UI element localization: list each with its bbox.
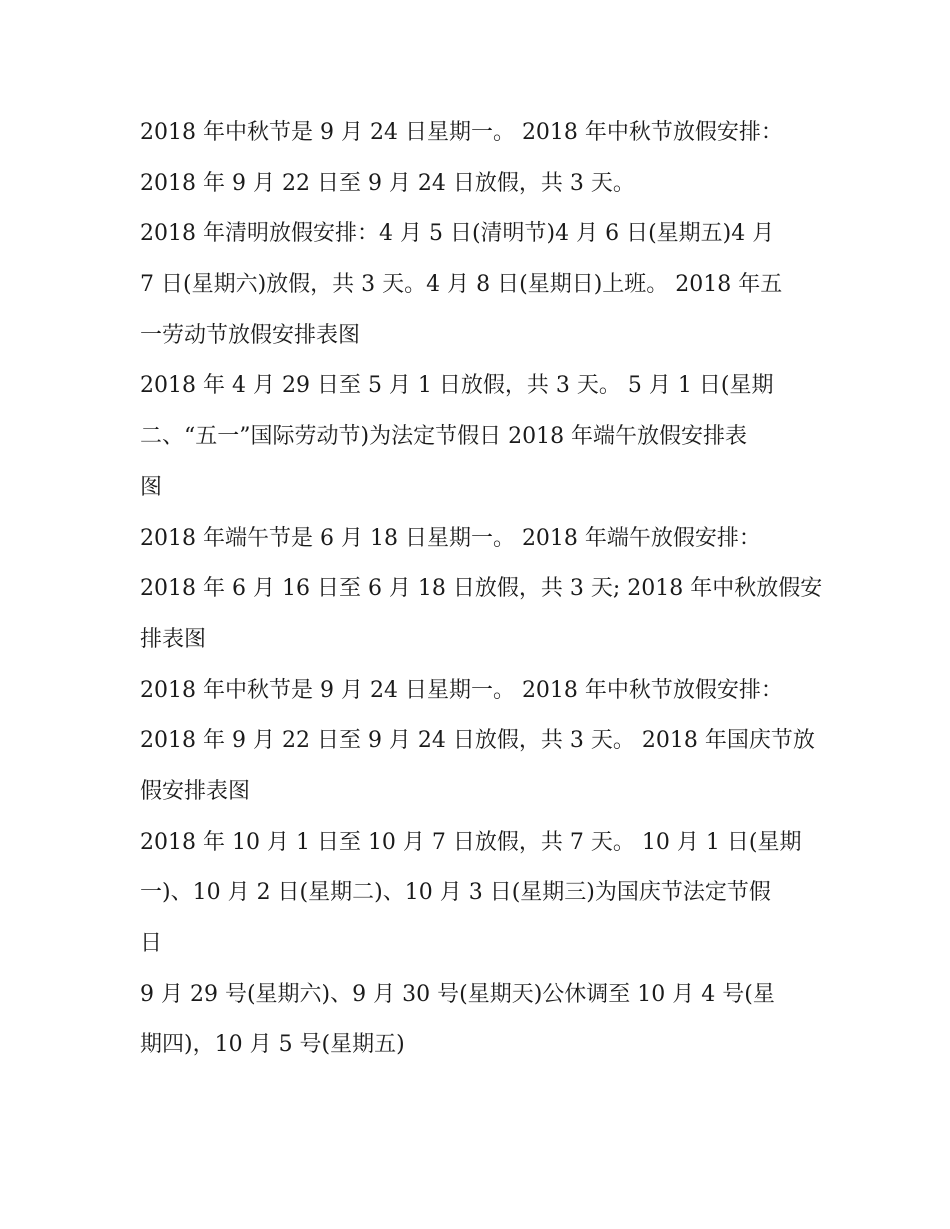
text-line: 2018 年中秋节是 9 月 24 日星期一。 2018 年中秋节放假安排： [140,120,783,145]
text-line: 期四)，10 月 5 号(星期五) [140,1032,405,1058]
text-line: 2018 年 9 月 22 日至 9 月 24 日放假，共 3 天。 [140,170,635,196]
text-line: 2018 年清明放假安排：4 月 5 日(清明节)4 月 6 日(星期五)4 月 [140,221,775,247]
text-line: 排表图 [140,626,207,652]
text-line: 9 月 29 号(星期六)、9 月 30 号(星期天)公休调至 10 月 4 号(星 [140,981,775,1007]
text-line: 图 [140,474,163,500]
text-line: 一劳动节放假安排表图 [140,322,361,348]
text-line: 2018 年中秋节是 9 月 24 日星期一。 2018 年中秋节放假安排： [140,677,783,703]
text-line: 二、“五一”国际劳动节)为法定节假日 2018 年端午放假安排表 [140,424,748,450]
text-line: 2018 年 4 月 29 日至 5 月 1 日放假，共 3 天。 5 月 1 日(星期 [140,373,774,399]
text-line: 日 [140,931,163,956]
text-line: 2018 年端午节是 6 月 18 日星期一。 2018 年端午放假安排： [140,525,761,551]
text-line: 假安排表图 [140,778,251,804]
text-line: 2018 年 10 月 1 日至 10 月 7 日放假，共 7 天。 10 月 1 日(星期 [140,829,802,855]
text-line: 2018 年 6 月 16 日至 6 月 18 日放假，共 3 天; 2018 年中秋放假安 [140,576,823,602]
text-line: 7 日(星期六)放假，共 3 天。4 月 8 日(星期日)上班。 2018 年五 [140,272,783,298]
body-text [140,108,823,1071]
text-line: 2018 年 9 月 22 日至 9 月 24 日放假，共 3 天。 2018 年国庆节放 [140,728,815,754]
text-line: 一)、10 月 2 日(星期二)、10 月 3 日(星期三)为国庆节法定节假 [140,880,771,906]
